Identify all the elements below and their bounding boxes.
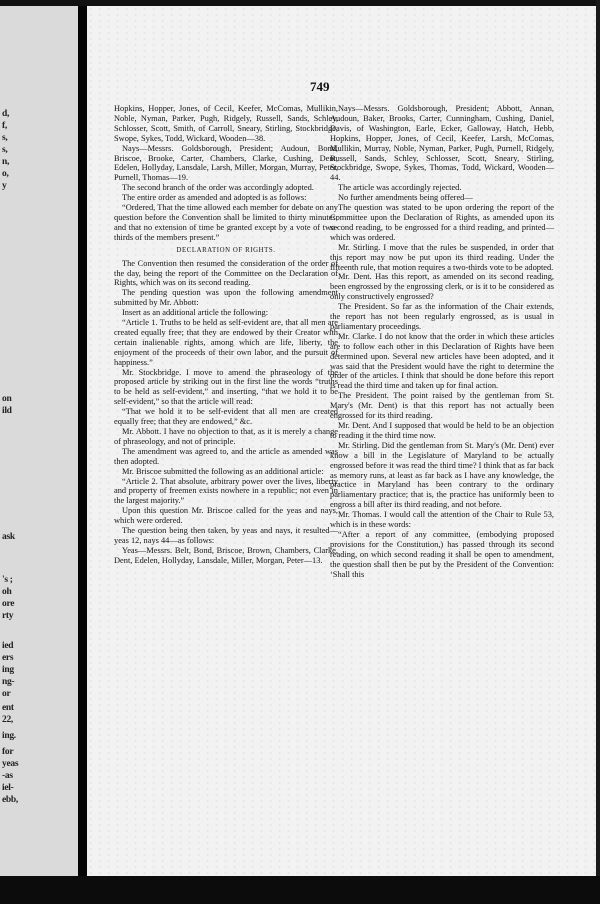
page-number: 749 [310,79,330,94]
margin-fragment: ng- [2,677,15,687]
margin-fragment: ied [2,641,14,651]
margin-fragment: ers [2,653,14,663]
paragraph-continuation: Hopkins, Hopper, Jones, of Cecil, Keefer, McComas, Mullikin, Noble, Nyman, Parker, Pugh, Ridgely, Russell, Sands, Schley, Schlosser, Scott, Smith, of Carroll, Sneary, Stirling, Stockbridge, Swope, Sykes, Todd, Wickard, Wooden—38. [114,104,338,143]
margin-fragment: yeas [2,759,19,769]
paragraph: Nays—Messrs. Goldsborough, President; Abbott, Annan, Audoun, Baker, Brooks, Carter, Cunningham, Cushing, Daniel, Davis, of Washington, Earle, Ecker, Galloway, Hatch, Hebb, Hopkins, Hopper, Jones, of Cecil, Keefer, Larsh, McComas, Mullikin, Murray, Noble, Nyman, Parker, Pugh, Purnell, Ridgely, Russell, Sands, Schley, Schlosser, Scott, Sneary, Stirling, Stockbridge, Swope, Sykes, Thomas, Todd, Wickard, Wooden—44. [330,104,554,183]
margin-fragment: ore [2,599,15,609]
margin-fragment: ask [2,532,15,542]
margin-fragment: for [2,747,14,757]
paragraph: Mr. Thomas. I would call the attention of the Chair to Rule 53, which is in these words: [330,510,554,530]
paragraph: The article was accordingly rejected. [338,183,462,193]
margin-fragment: rty [2,611,14,621]
paragraph: The question was stated to be upon ordering the report of the Committee upon the Declaration of Rights, as amended upon its second reading, to be engrossed for a third reading, and printed—which was ordered. [330,203,554,242]
paragraph: Nays—Messrs. Goldsborough, President; Audoun, Bond, Briscoe, Brooke, Carter, Chambers, Clarke, Cushing, Dent, Edelen, Hollyday, Lansdale, Larsh, Miller, Morgan, Murray, Peter, Purnell, Thomas—19. [114,143,338,183]
margin-fragment: oh [2,587,12,597]
paragraph: Mr. Clarke. I do not know that the order in which these articles are to follow each other in this Declaration of Rights have been determined upon. Several new articles have been adopted, and it was said that the President would have the right to determine the order of the articles. I think that should be done before this report is read the third time and taken up for final action. [330,331,554,391]
paragraph: Yeas—Messrs. Belt, Bond, Briscoe, Brown, Chambers, Clarke, Dent, Edelen, Hollyday, Lansdale, Miller, Morgan, Peter—13. [114,545,338,565]
margin-fragment: d, [2,109,10,119]
paragraph: Mr. Dent. And I supposed that would be held to be an objection to reading it the third time now. [330,421,554,440]
margin-fragment: s, [2,145,8,155]
paragraph: “Article 1. Truths to be held as self-evident are, that all men are created equally free; that they are endowed by their Creator with certain inalienable rights, among which are life, liberty, the enjoyment of the proceeds of their own labor, and the pursuit of happiness.” [114,318,338,367]
paragraph: The President. So far as the information of the Chair extends, the report has not been regularly engrossed, as is usual in parliamentary proceedings. [330,302,554,331]
margin-fragment: ent [2,703,14,713]
paragraph: Insert as an additional article the following: [122,308,269,318]
margin-fragment: o, [2,169,9,179]
paragraph: “That we hold it to be self-evident that all men are created equally free; that they are endowed,” &c. [114,407,338,427]
margin-fragment: n, [2,157,10,167]
margin-fragment: f, [2,121,7,131]
right-column [330,104,554,580]
section-heading: DECLARATION OF RIGHTS. [176,246,276,254]
paragraph: “Ordered, That the time allowed each member for debate on any question before the Convention shall be limited to thirty minutes; and that no extension of time be granted except by a vote of two-thirds of the members present.” [114,203,338,242]
paragraph: The amendment was agreed to, and the article as amended was then adopted. [114,446,338,466]
margin-fragment: ing. [2,731,16,741]
margin-fragment: -as [2,771,13,781]
margin-fragment: ild [2,406,12,416]
margin-fragment: y [2,181,7,191]
paragraph: No further amendments being offered— [338,193,473,203]
paragraph: Mr. Briscoe submitted the following as an additional article: [122,466,324,476]
margin-fragment: ing [2,665,14,675]
margin-fragment: s, [2,133,8,143]
paragraph: The question being then taken, by yeas and nays, it resulted—yeas 12, nays 44—as follows: [114,526,338,545]
scan-bottom-border [0,876,600,904]
paragraph: Upon this question Mr. Briscoe called for the yeas and nays, which were ordered. [114,506,338,526]
paragraph: “Article 2. That absolute, arbitrary power over the lives, liberty and property of freemen exists nowhere in a republic; not even in the largest majority.” [114,476,338,506]
paragraph: The Convention then resumed the consideration of the order of the day, being the report of the Committee on the Declaration of Rights, which was on its second reading. [114,258,338,288]
scan-top-border [0,0,600,6]
previous-page-gutter [0,0,78,876]
margin-fragment: 22, [2,715,13,725]
binding-shadow [78,0,87,876]
paragraph: The entire order as amended and adopted is as follows: [122,193,307,203]
paragraph: The second branch of the order was accordingly adopted. [122,183,314,193]
paragraph: Mr. Abbott. I have no objection to that, as it is merely a change of phraseology, and not of principle. [114,427,338,446]
paragraph: Mr. Stockbridge. I move to amend the phraseology of the proposed article by striking out in the first line the words “truths to be held as self-evident,” and inserting, “that we hold it to be self-evident,” so that the article will read: [114,367,338,407]
margin-fragment: or [2,689,11,699]
left-column [114,104,338,566]
paragraph: The President. The point raised by the gentleman from St. Mary's (Mr. Dent) is that this report has not actually been engrossed for its third reading. [330,391,554,421]
paragraph: Mr. Dent. Has this report, as amended on its second reading, been engrossed by the engrossing clerk, or is it to be considered as only constructively engrossed? [330,272,554,302]
margin-fragment: on [2,394,12,404]
paragraph: Mr. Stirling. Did the gentleman from St. Mary's (Mr. Dent) ever know a bill in the Legislature of Maryland to be actually engrossed before it was read the third time? I think that as far back as memory runs, at least as far back as I have any knowledge, the practice in Maryland has been contrary to the ordinary parliamentary practice; that is, the practice has uniformly been to engross a bill after its third reading, and not before. [330,440,554,510]
margin-fragment: iel- [2,783,14,793]
paragraph: Mr. Stirling. I move that the rules be suspended, in order that this report may now be put upon its third reading. Under the fifteenth rule, that motion requires a two-thirds vote to be adopted. [330,242,554,272]
paragraph: “After a report of any committee, (embodying proposed provisions for the Constitution,) has passed through its second reading, on which second reading it shall be open to amendment, the question shall then be put by the President of the Convention: ‘Shall this [330,529,554,579]
margin-fragment: 's ; [2,575,13,585]
margin-fragment: ebb, [2,795,18,805]
scan-right-border [596,0,600,904]
paragraph: The pending question was upon the following amendment submitted by Mr. Abbott: [114,288,338,308]
